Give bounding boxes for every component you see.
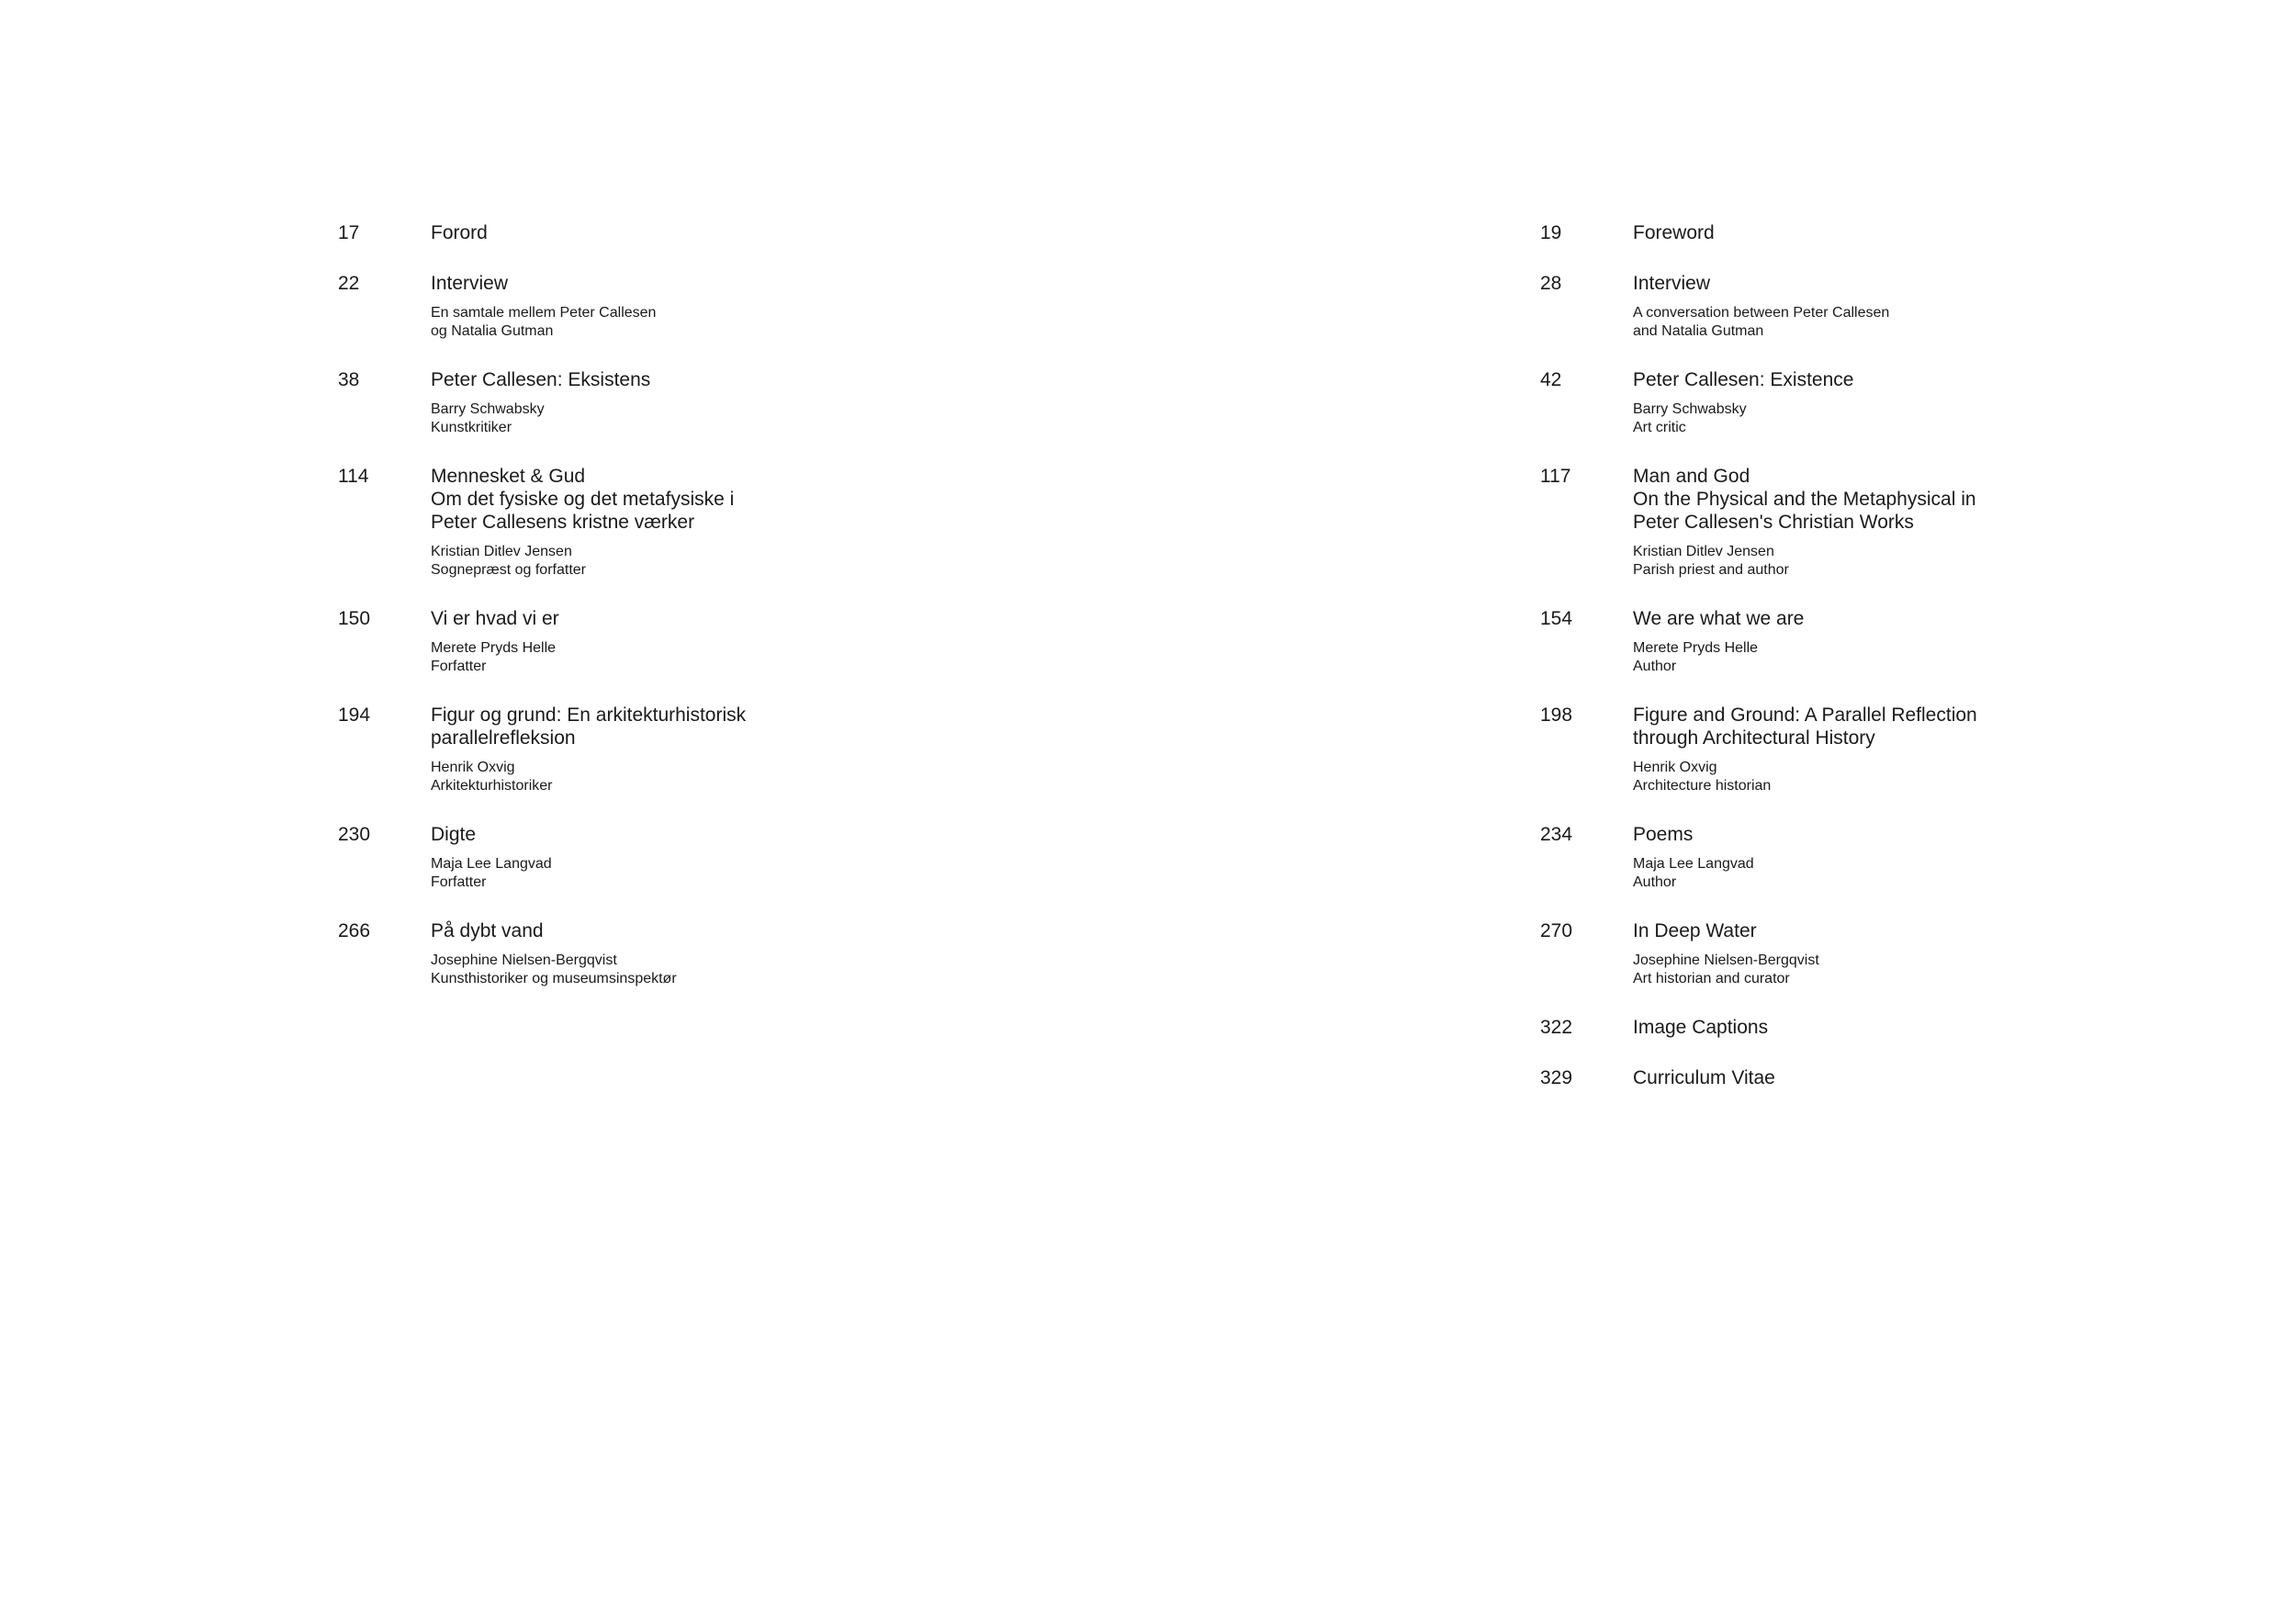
toc-page-number: 114 <box>338 466 369 487</box>
toc-entry-body <box>1633 465 2238 580</box>
toc-entry-role: Kunstkritiker <box>431 420 512 435</box>
toc-entry-author: Kristian Ditlev Jensen <box>431 544 572 559</box>
toc-page-number: 117 <box>1540 466 1571 487</box>
toc-entry-title: På dybt vand <box>431 920 544 941</box>
toc-entry[interactable] <box>338 368 1036 437</box>
toc-entry-body <box>431 221 1036 244</box>
toc-entry[interactable] <box>338 272 1036 341</box>
toc-entry[interactable] <box>338 823 1036 892</box>
toc-entry-role: Forfatter <box>431 874 487 890</box>
toc-page-number: 38 <box>338 369 360 390</box>
toc-entry-role: Arkitekturhistoriker <box>431 778 553 794</box>
toc-entry-title: We are what we are <box>1633 608 1805 629</box>
toc-page-number: 150 <box>338 608 371 629</box>
toc-page-number: 266 <box>338 920 371 941</box>
toc-entry-title: In Deep Water <box>1633 920 1757 941</box>
toc-entry-author: Maja Lee Langvad <box>431 856 552 872</box>
toc-entry-title: Image Captions <box>1633 1017 1769 1038</box>
toc-entry-body <box>1633 368 2238 437</box>
toc-entry-title: Interview <box>1633 273 1711 294</box>
toc-entry-author: Henrik Oxvig <box>431 760 515 775</box>
toc-entry-title: Digte <box>431 824 477 845</box>
toc-entry[interactable] <box>338 704 1036 795</box>
toc-entry-body <box>431 465 1036 580</box>
toc-page-number: 22 <box>338 273 360 294</box>
toc-entry-role: Sognepræst og forfatter <box>431 562 586 578</box>
toc-entry-author: Maja Lee Langvad <box>1633 856 1754 872</box>
toc-entry-author: Henrik Oxvig <box>1633 760 1717 775</box>
toc-entry-author: A conversation between Peter Callesen <box>1633 305 1890 321</box>
toc-entry[interactable] <box>1540 919 2238 988</box>
toc-entry[interactable] <box>1540 272 2238 341</box>
toc-entry-role: Forfatter <box>431 659 487 674</box>
toc-entry-title: Man and God On the Physical and the Metaphysical in Peter Callesen's Christian Works <box>1633 466 1976 533</box>
toc-entry-body <box>1633 704 2238 795</box>
toc-entry[interactable] <box>1540 221 2238 244</box>
toc-entry-body <box>1633 823 2238 892</box>
toc-page-number: 230 <box>338 824 371 845</box>
toc-entry-body <box>431 272 1036 341</box>
toc-page-number: 194 <box>338 704 371 726</box>
toc-page-number: 19 <box>1540 222 1562 243</box>
toc-entry-author: Merete Pryds Helle <box>1633 640 1759 656</box>
toc-entry-author: Josephine Nielsen-Bergqvist <box>1633 952 1819 968</box>
toc-entry[interactable] <box>338 221 1036 244</box>
toc-entry-title: Foreword <box>1633 222 1715 243</box>
toc-entry[interactable] <box>1540 607 2238 676</box>
toc-page-number: 322 <box>1540 1017 1573 1038</box>
toc-entry-title: Interview <box>431 273 509 294</box>
toc-entry-role: Architecture historian <box>1633 778 1772 794</box>
toc-entry-title: Figur og grund: En arkitekturhistorisk parallelrefleksion <box>431 704 747 749</box>
toc-entry-author: Kristian Ditlev Jensen <box>1633 544 1774 559</box>
toc-entry-body <box>1633 1016 2238 1039</box>
toc-entry[interactable] <box>1540 823 2238 892</box>
toc-page-number: 329 <box>1540 1067 1573 1088</box>
toc-page-number: 234 <box>1540 824 1573 845</box>
toc-entry-title: Peter Callesen: Eksistens <box>431 369 651 390</box>
toc-column-english <box>1540 221 2238 1089</box>
toc-entry-role: og Natalia Gutman <box>431 323 554 339</box>
toc-entry-body <box>431 607 1036 676</box>
toc-page-number: 154 <box>1540 608 1573 629</box>
toc-entry-title: Poems <box>1633 824 1694 845</box>
toc-page-number: 28 <box>1540 273 1562 294</box>
toc-entry-author: En samtale mellem Peter Callesen <box>431 305 657 321</box>
toc-entry[interactable] <box>1540 1066 2238 1089</box>
toc-entry-body <box>431 919 1036 988</box>
toc-page-number: 270 <box>1540 920 1573 941</box>
toc-entry-body <box>1633 919 2238 988</box>
toc-entry-title: Vi er hvad vi er <box>431 608 559 629</box>
toc-entry[interactable] <box>1540 704 2238 795</box>
toc-page-number: 42 <box>1540 369 1562 390</box>
toc-entry-title: Forord <box>431 222 488 243</box>
toc-entry-author: Barry Schwabsky <box>1633 401 1747 417</box>
toc-entry-author: Barry Schwabsky <box>431 401 545 417</box>
toc-entry-title: Figure and Ground: A Parallel Reflection through Architectural History <box>1633 704 1977 749</box>
toc-entry[interactable] <box>338 607 1036 676</box>
toc-page-number: 198 <box>1540 704 1573 726</box>
toc-entry-role: Art historian and curator <box>1633 971 1790 986</box>
toc-entry-role: and Natalia Gutman <box>1633 323 1764 339</box>
toc-entry-body <box>1633 221 2238 244</box>
toc-entry-body <box>1633 272 2238 341</box>
toc-column-danish <box>338 221 1036 988</box>
toc-entry-title: Peter Callesen: Existence <box>1633 369 1854 390</box>
toc-entry[interactable] <box>338 919 1036 988</box>
toc-entry-role: Parish priest and author <box>1633 562 1789 578</box>
toc-entry-role: Author <box>1633 659 1677 674</box>
toc-entry[interactable] <box>1540 465 2238 580</box>
toc-entry-body <box>1633 607 2238 676</box>
toc-entry-author: Josephine Nielsen-Bergqvist <box>431 952 617 968</box>
toc-entry-role: Author <box>1633 874 1677 890</box>
toc-entry-role: Kunsthistoriker og museumsinspektør <box>431 971 677 986</box>
toc-entry-body <box>1633 1066 2238 1089</box>
toc-entry[interactable] <box>338 465 1036 580</box>
toc-entry-body <box>431 368 1036 437</box>
toc-entry-body <box>431 704 1036 795</box>
toc-entry-title: Mennesket & Gud Om det fysiske og det metafysiske i Peter Callesens kristne værker <box>431 466 735 533</box>
toc-page-number: 17 <box>338 222 360 243</box>
toc-entry-title: Curriculum Vitae <box>1633 1067 1775 1088</box>
toc-entry[interactable] <box>1540 1016 2238 1039</box>
toc-entry-role: Art critic <box>1633 420 1686 435</box>
toc-entry-body <box>431 823 1036 892</box>
toc-entry[interactable] <box>1540 368 2238 437</box>
toc-entry-author: Merete Pryds Helle <box>431 640 557 656</box>
